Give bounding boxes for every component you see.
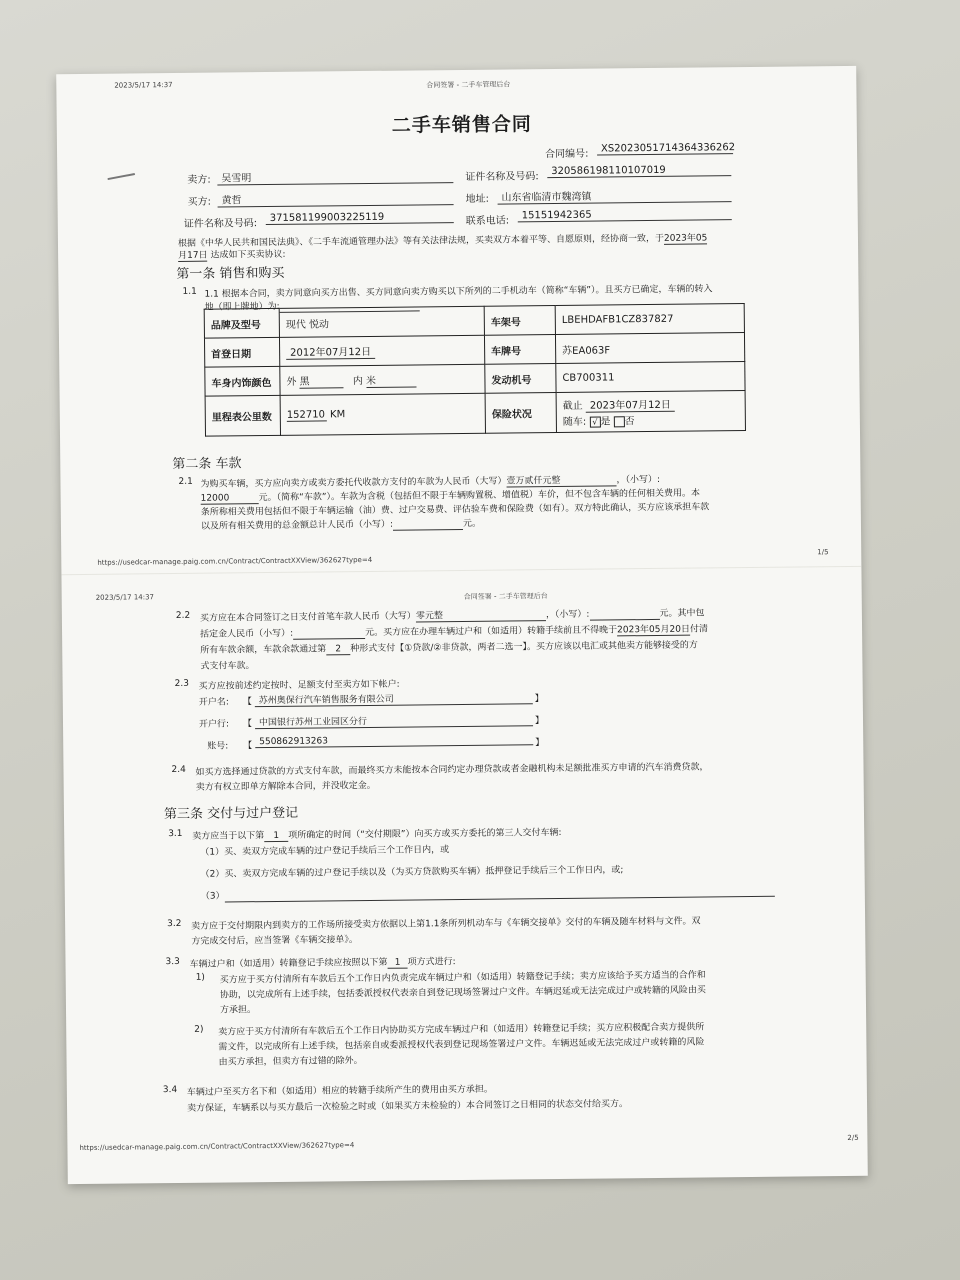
- p3-4-text-b: 卖方保证，车辆系以与买方最后一次检验之时或（如果买方未检验的）本合同签订之日相同的状态交付给买方。: [186, 1099, 629, 1114]
- brand-label: 品牌及型号: [204, 308, 279, 338]
- art2-1-text-e: 元。: [462, 518, 482, 529]
- mileage-value: 152710: [286, 408, 326, 421]
- contract-no-label: 合同编号:: [545, 148, 589, 161]
- buyer-id-label: 证件名称及号码:: [183, 218, 258, 230]
- page1-header: 合同签署 - 二手车管理后台: [426, 80, 511, 90]
- p3-3-1-text-b: 协助，以完成所有上述手续，包括委派授权代表亲自到登记现场签署过户文件。车辆迟延或无法完成过户或转籍的风险由买: [219, 985, 706, 1001]
- p2-2-upper-amount: 零元整: [416, 607, 546, 622]
- color-out-value: 黑: [300, 372, 344, 388]
- mileage-label: 里程表公里数: [205, 395, 280, 436]
- account-number: 550862913263: [255, 734, 533, 748]
- account-holder: 苏州奥保行汽车销售服务有限公司: [255, 690, 533, 707]
- vin-label: 车架号: [484, 306, 555, 336]
- p2-2-payment-type: 2: [326, 644, 350, 655]
- p2-2-text-e: 所有车款余额，车款余款通过第: [200, 644, 327, 656]
- p3-1-option-2: （2）买、卖双方完成车辆的过户登记手续以及（为买方贷款购买车辆）抵押登记手续后三个工作日内，或;: [200, 865, 624, 880]
- staple-mark: [107, 173, 135, 180]
- p3-3-text-b: 项方式进行:: [407, 957, 456, 968]
- p2-4-number: 2.4: [171, 764, 186, 776]
- p3-4-text-a: 车辆过户至买方名下和（如适用）相应的转籍手续所产生的费用由买方承担。: [186, 1084, 493, 1098]
- p3-3-2-text-a: 卖方应于买方付清所有车款后五个工作日内协助买方完成车辆过户和（如适用）转籍登记手续；买方应积极配合卖方提供所: [218, 1022, 705, 1038]
- preamble-text-2: 达成如下买卖协议:: [210, 249, 286, 261]
- p2-2-text-g: 式支付车款。: [200, 661, 255, 672]
- plate-label: 车牌号: [484, 335, 555, 365]
- p3-3-number: 3.3: [165, 956, 180, 968]
- p2-2-small-blank: [589, 609, 659, 621]
- insurance-until-value: 2023年07月12日: [586, 396, 675, 413]
- bracket-right: 】: [535, 738, 545, 749]
- bank-name: 中国银行苏州工业园区分行: [255, 712, 533, 729]
- p2-2-text-c: 元。买方应在办理车辆过户和（如适用）转籍手续前且不得晚于: [365, 625, 618, 639]
- p3-1-text-a: 卖方应当于以下第: [192, 831, 265, 842]
- seller-id-label: 证件名称及号码:: [465, 171, 539, 183]
- preamble-date-2: 月17日: [178, 248, 208, 262]
- bracket-left: 【: [242, 719, 253, 730]
- p2-2-small-label: ，（小写）:: [545, 609, 590, 621]
- article2-title: 第二条 车款: [172, 456, 242, 473]
- contract-no: XS20230517143643362​62: [597, 142, 733, 155]
- p3-1-option-3-blank: [225, 886, 775, 903]
- p2-2-text-f: 种形式支付【①贷款/②非贷款，两者二选一】。买方应该以电汇或其他卖方能够接受的方: [350, 640, 698, 655]
- art2-1-text-c: 条所称相关费用包括但不限于车辆运输（油）费、过户交易费、评估验车费和保险费（如有）。双方特此确认，买方应该承担车款: [200, 502, 710, 518]
- p3-1-text-b: 项所确定的时间（“交付期限”）向买方或买方委托的第三人交付车辆:: [288, 827, 562, 841]
- contract-title: 二手车销售合同: [391, 113, 532, 137]
- account-label: 账号:: [207, 741, 229, 752]
- art2-1-text-b: 元。（简称“车款”）。车款为含税（包括但不限于车辆购置税、增值税）车价，但不包含车辆的任何相关费用。本: [258, 488, 701, 504]
- table-row: [205, 391, 745, 437]
- p3-3-1-text-c: 方承担。: [219, 1005, 257, 1016]
- insurance-until-label: 截止: [562, 400, 583, 412]
- art1-1-text-b: 地（即上牌地）为:: [204, 301, 280, 313]
- with-car-label: 随车:: [562, 416, 587, 428]
- bracket-left: 【: [243, 741, 253, 752]
- art1-1-number: 1.1: [182, 286, 197, 297]
- p3-3-2-text-b: 需文件，以完成所有上述手续，包括亲自或委派授权代表到登记现场签署过户文件。车辆迟延或无法完成过户或转籍的风险: [218, 1037, 705, 1053]
- page1-footer-page: 1/5: [817, 548, 829, 557]
- color-label: 车身内饰颜色: [205, 366, 280, 396]
- plate-value: 苏EA063F: [555, 333, 744, 364]
- bracket-left: 【: [242, 697, 252, 708]
- engine-label: 发动机号: [485, 364, 556, 394]
- p2-3-text: 买方应按前述约定按时、足额支付至卖方如下帐户:: [198, 679, 400, 692]
- seller-id: 320586198110107019: [547, 164, 731, 178]
- p3-1-option: 1: [264, 831, 288, 842]
- page2-timestamp: 2023/5/17 14:37: [95, 593, 155, 602]
- p3-3-1-number: 1): [195, 972, 205, 983]
- buyer-name: 黄哲: [217, 189, 453, 207]
- p3-3-1-text-a: 买方应于买方付清所有车款后五个工作日内负责完成车辆过户和（如适用）转籍登记手续；卖方应该给予买方适当的合作和: [219, 970, 706, 986]
- p3-3-option: 1: [387, 958, 407, 969]
- buyer-id: 371581199003225119: [266, 211, 454, 225]
- p2-2-text-d: 付清: [689, 624, 709, 635]
- p2-4-text-a: 如买方选择通过贷款的方式支付车款，而最终买方未能按本合同约定办理贷款或者金融机构未足额批准买方申请的汽车消费贷款，: [195, 762, 709, 778]
- yes-checkbox: √: [589, 416, 600, 427]
- p2-4-text-b: 卖方有权立即单方解除本合同，并没收定金。: [195, 780, 376, 793]
- p2-2-text-a: 买方应在本合同签订之日支付首笔车款人民币（大写）: [199, 611, 416, 624]
- p3-3-2-text-c: 由买方承担，但卖方有过错的除外。: [218, 1056, 363, 1068]
- address-label: 地址:: [465, 193, 489, 205]
- no-label: 否: [624, 416, 635, 428]
- reg-date-value: 2012年07月12日: [286, 343, 375, 360]
- p3-1-option-3: （3）: [200, 891, 225, 902]
- article1-title: 第一条 销售和购买: [176, 265, 285, 282]
- p3-1-number: 3.1: [168, 828, 183, 840]
- reg-date-label: 首登日期: [204, 337, 279, 367]
- insurance-label: 保险状况: [485, 393, 556, 434]
- preamble-date-1: 2023年05: [664, 230, 708, 244]
- art2-1-small-label: ，（小写）:: [616, 474, 661, 486]
- p2-2-number: 2.2: [175, 610, 191, 621]
- page1-footer-url: https://usedcar-manage.paig.com.cn/Contract/ContractXXView/362627type=4: [97, 555, 373, 567]
- phone-label: 联系电话:: [465, 215, 510, 227]
- p2-2-deadline: 2023年05月20日: [617, 622, 690, 637]
- p3-2-number: 3.2: [167, 918, 182, 930]
- engine-value: CB700311: [556, 362, 745, 393]
- art2-1-number: 2.1: [178, 476, 193, 487]
- buyer-address: 山东省临清市魏湾镇: [497, 186, 731, 204]
- p3-3-2-number: 2): [194, 1024, 204, 1035]
- deposit-blank: [293, 628, 365, 640]
- no-checkbox: [614, 416, 625, 427]
- buyer-phone: 15151942365: [518, 208, 732, 222]
- page2-footer-url: https://usedcar-manage.paig.com.cn/Contract/ContractXXView/362627type=4: [79, 1141, 355, 1153]
- art2-1-text-a: 为购买车辆，买方应向卖方或卖方委托代收款方支付的车款为人民币（大写）: [200, 476, 507, 490]
- total-amount-blank: [393, 519, 463, 531]
- color-in-label: 内: [352, 376, 363, 388]
- bracket-right: 】: [534, 694, 544, 705]
- p2-2-yuan: 元。其中包: [659, 608, 705, 619]
- p3-2-text-a: 卖方应于交付期限内到卖方的工作场所接受卖方依据以上第1.1条所列机动车与《车辆交接单》交付的车辆及随车材料与文件。双: [191, 916, 701, 932]
- vin-value: LBEHDAFB1CZ837827: [555, 304, 744, 335]
- buyer-label: 买方:: [187, 196, 211, 208]
- color-in-value: 米: [366, 371, 416, 388]
- p3-2-text-b: 方完成交付后，应当签署《车辆交接单》。: [191, 935, 358, 947]
- art2-1-amount: 12000: [201, 493, 259, 505]
- bank-label: 开户行:: [198, 719, 230, 730]
- seller-name: 吴雪明: [217, 167, 453, 185]
- vehicle-info-table: [204, 303, 746, 437]
- contract-paper: [56, 66, 868, 1184]
- seller-label: 卖方:: [187, 174, 211, 186]
- art1-1-text: 1.1 根据本合同，卖方同意向买方出售、买方同意向卖方购买以下所列的二手机动车（简称“车辆”）。且买方已确定，车辆的转入: [204, 284, 713, 300]
- p2-3-number: 2.3: [174, 678, 189, 690]
- brand-value: 现代 悦动: [279, 306, 484, 337]
- art2-1-upper-amount: 壹万贰仟元整: [506, 472, 616, 487]
- bracket-right: 】: [534, 716, 545, 727]
- page2-footer-page: 2/5: [847, 1133, 859, 1142]
- p3-3-text-a: 车辆过户和（如适用）转籍登记手续应按照以下第: [189, 957, 388, 970]
- page1-timestamp: 2023/5/17 14:37: [114, 81, 173, 90]
- p3-1-option-1: （1）买、卖双方完成车辆的过户登记手续后三个工作日内，或: [200, 845, 450, 858]
- holder-label: 开户名:: [198, 697, 229, 708]
- mileage-unit: KM: [329, 408, 346, 420]
- preamble-text: 根据《中华人民共和国民法典》、《二手车流通管理办法》等有关法律法规，买卖双方本着平等、自愿原则，经协商一致，于: [177, 233, 665, 249]
- yes-label: 是: [600, 416, 611, 428]
- article3-title: 第三条 交付与过户登记: [163, 805, 299, 823]
- p2-2-text-b: 括定金人民币（小写）:: [200, 628, 294, 640]
- page-divider: [61, 566, 861, 575]
- p3-4-number: 3.4: [162, 1085, 178, 1096]
- color-out-label: 外: [286, 376, 297, 388]
- page2-header: 合同签署 - 二手车管理后台: [463, 592, 548, 601]
- art2-1-text-d: 以及所有相关费用的总金额总计人民币（小写）:: [200, 519, 394, 532]
